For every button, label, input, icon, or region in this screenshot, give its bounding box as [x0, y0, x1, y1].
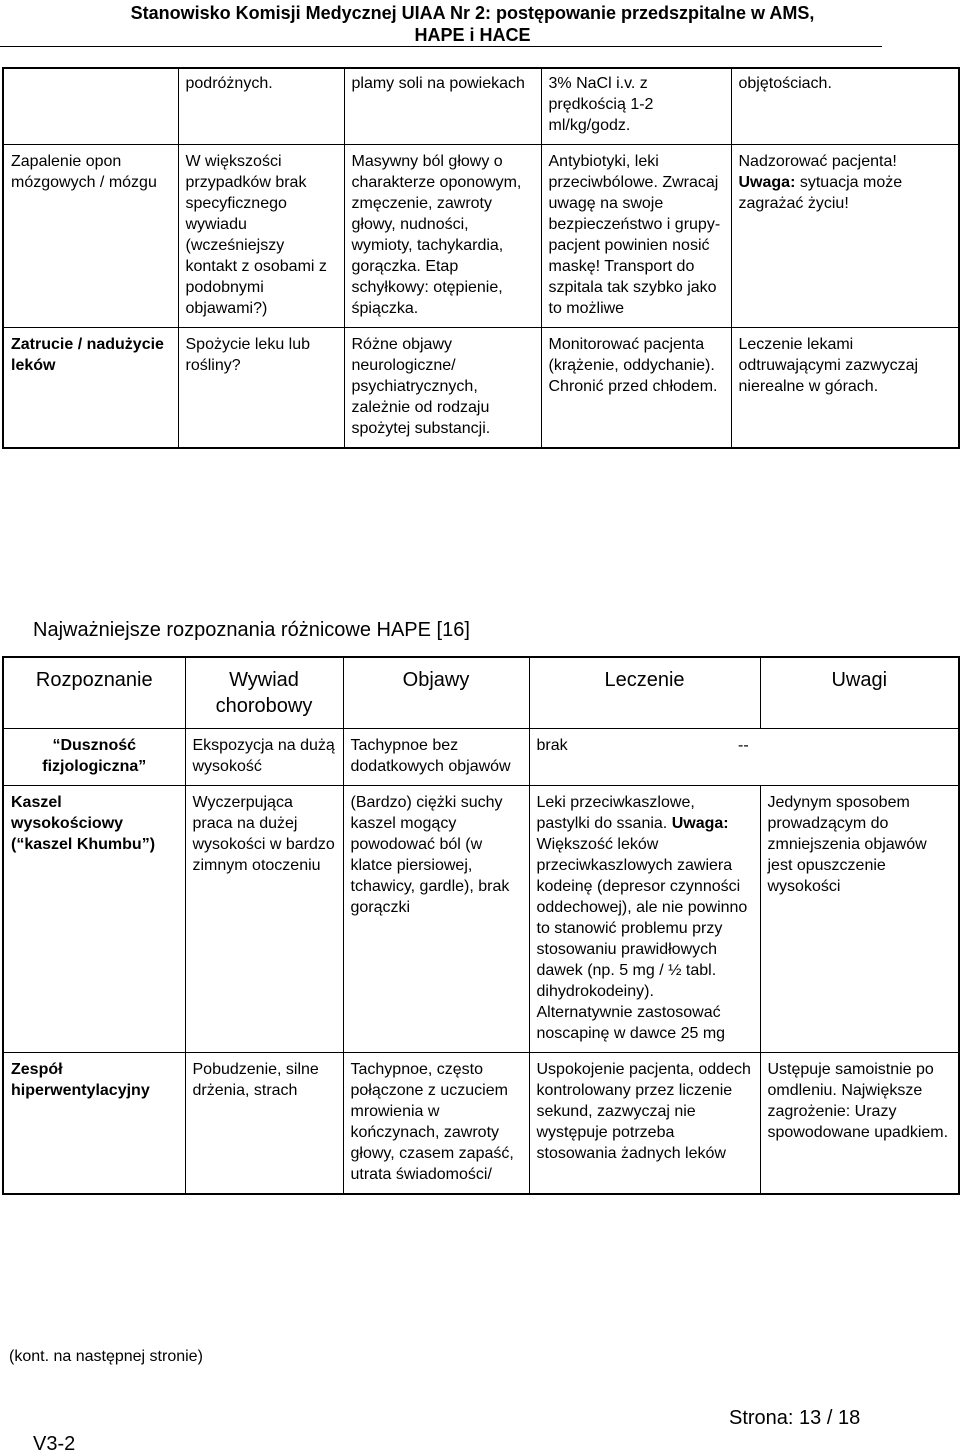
column-header: Wywiad chorobowy	[185, 657, 343, 729]
table-cell: Zapalenie opon mózgowych / mózgu	[3, 145, 178, 328]
table-cell: Antybiotyki, leki przeciwbólowe. Zwracaj uwagę na swoje bezpieczeństwo i grupy- pacjent powinien nosić maskę! Transport do szpitala tak szybko jako to możliwe	[541, 145, 731, 328]
notes-text: --	[738, 737, 749, 754]
table-cell: Leczenie lekami odtruwającymi zazwyczaj nierealne w górach.	[731, 328, 959, 449]
table-cell: Różne objawy neurologiczne/ psychiatrycznych, zależnie od rodzaju spożytej substancji.	[344, 328, 541, 449]
table-cell: Tachypnoe, często połączone z uczuciem mrowienia w kończynach, zawroty głowy, czasem zapaść, utrata świadomości/	[343, 1053, 529, 1195]
table-cell: brak	[529, 729, 760, 786]
treatment-warning-label: Uwaga:	[671, 815, 729, 832]
table-cell: Wyczerpująca praca na dużej wysokości w bardzo zimnym otoczeniu	[185, 786, 343, 1053]
table-cell: Tachypnoe bez dodatkowych objawów	[343, 729, 529, 786]
table-row	[3, 786, 959, 1053]
hape-differential-table	[2, 656, 960, 1195]
table-row	[3, 1053, 959, 1195]
table-cell: Zespół hiperwentylacyjny	[3, 1053, 185, 1195]
table-cell: Uspokojenie pacjenta, oddech kontrolowany przez liczenie sekund, zazwyczaj nie występuje potrzeba stosowania żadnych leków	[529, 1053, 760, 1195]
table-cell	[529, 786, 760, 1053]
table-cell: Jedynym sposobem prowadzącym do zmniejszenia objawów jest opuszczenie wysokości	[760, 786, 959, 1053]
differential-table-continued	[2, 67, 960, 449]
table-cell: 3% NaCl i.v. z prędkością 1-2 ml/kg/godz.	[541, 68, 731, 145]
table-cell: W większości przypadków brak specyficznego wywiadu (wcześniejszy kontakt z osobami z podobnymi objawami?)	[178, 145, 344, 328]
version-label: V3-2	[33, 1433, 76, 1455]
table-cell: Pobudzenie, silne drżenia, strach	[185, 1053, 343, 1195]
table-row	[3, 145, 959, 328]
table-cell: Spożycie leku lub rośliny?	[178, 328, 344, 449]
page-header	[0, 2, 945, 46]
table-header-row	[3, 657, 959, 729]
table-cell: Zatrucie / nadużycie leków	[3, 328, 178, 449]
table-row	[3, 729, 959, 786]
warning-text: sytuacja może zagrażać życiu!	[738, 174, 903, 212]
table-cell: Kaszel wysokościowy (“kaszel Khumbu”)	[3, 786, 185, 1053]
header-line-2: HAPE i HACE	[414, 25, 531, 45]
table-cell: “Duszność fizjologiczna”	[3, 729, 185, 786]
page-number: Strona: 13 / 18	[729, 1407, 861, 1429]
table-cell: objętościach.	[731, 68, 959, 145]
table-cell: plamy soli na powiekach	[344, 68, 541, 145]
table-cell: (Bardzo) ciężki suchy kaszel mogący powodować ból (w klatce piersiowej, tchawicy, gardle), brak gorączki	[343, 786, 529, 1053]
supervise-text: Nadzorować pacjenta!	[738, 153, 897, 170]
table-row	[3, 328, 959, 449]
table-row	[3, 68, 959, 145]
treatment-post: Większość leków przeciwkaszlowych zawiera kodeinę (depresor czynności oddechowej), ale nie powinno to stanowić problemu przy stosowaniu prawidłowych dawek (np. 5 mg / ½ tabl. dihydrokodeiny). Alternatywnie zastosować noscapinę w dawce 25 mg	[536, 836, 748, 1042]
header-line-1: Stanowisko Komisji Medycznej UIAA Nr 2: postępowanie przedszpitalne w AMS,	[130, 3, 815, 23]
continued-note: (kont. na następnej stronie)	[9, 1348, 203, 1365]
table-cell: Monitorować pacjenta (krążenie, oddychanie). Chronić przed chłodem.	[541, 328, 731, 449]
column-header: Objawy	[343, 657, 529, 729]
table-cell: Ustępuje samoistnie po omdleniu. Największe zagrożenie: Urazy spowodowane upadkiem.	[760, 1053, 959, 1195]
table-cell: Masywny ból głowy o charakterze oponowym, zmęczenie, zawroty głowy, nudności, wymioty, tachykardia, gorączka. Etap schyłkowy: otępienie, śpiączka.	[344, 145, 541, 328]
treatment-pre: Leki przeciwkaszlowe, pastylki do ssania.	[536, 794, 695, 832]
column-header: Uwagi	[760, 657, 959, 729]
table-cell	[731, 145, 959, 328]
column-header: Leczenie	[529, 657, 760, 729]
warning-label: Uwaga:	[738, 174, 796, 191]
header-rule	[0, 46, 882, 47]
table-cell	[738, 729, 959, 786]
column-header: Rozpoznanie	[3, 657, 185, 729]
table-cell: podróżnych.	[178, 68, 344, 145]
table-cell: Ekspozycja na dużą wysokość	[185, 729, 343, 786]
section-title: Najważniejsze rozpoznania różnicowe HAPE [16]	[33, 619, 470, 641]
